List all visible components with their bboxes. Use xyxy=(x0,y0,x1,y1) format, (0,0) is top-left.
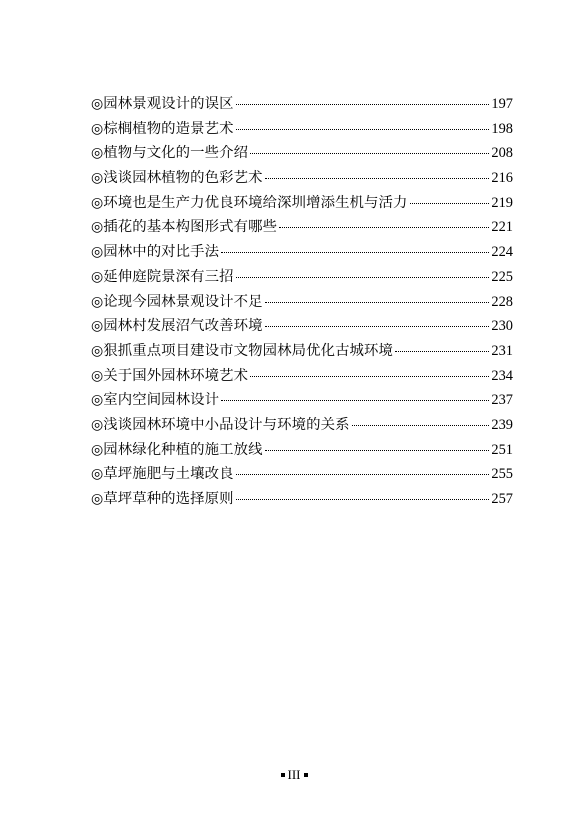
square-bullet-icon xyxy=(304,773,308,777)
dot-leader xyxy=(236,277,490,278)
toc-entry-title: 园林绿化种植的施工放线 xyxy=(103,441,263,458)
toc-entry-page: 197 xyxy=(491,96,513,112)
circle-bullet-icon: ◎ xyxy=(91,170,104,187)
toc-entry-page: 251 xyxy=(491,441,513,458)
toc-entry[interactable] xyxy=(91,339,513,364)
toc-entry-page: 216 xyxy=(491,170,513,187)
toc-entry-page: 234 xyxy=(491,367,513,384)
dot-leader xyxy=(279,227,489,228)
toc-entry[interactable] xyxy=(91,290,513,315)
toc-entry-page: 255 xyxy=(491,466,513,483)
toc-entry[interactable] xyxy=(91,413,513,438)
circle-bullet-icon: ◎ xyxy=(91,441,104,458)
toc-entry-page: 230 xyxy=(491,318,513,335)
dot-leader xyxy=(236,104,490,105)
toc-entry-title: 插花的基本构图形式有哪些 xyxy=(103,219,278,236)
dot-leader xyxy=(265,178,490,179)
dot-leader xyxy=(236,499,490,500)
circle-bullet-icon: ◎ xyxy=(91,318,104,335)
circle-bullet-icon: ◎ xyxy=(91,194,104,211)
toc-entry[interactable] xyxy=(91,166,513,191)
dot-leader xyxy=(236,474,490,475)
toc-entry-title: 园林景观设计的误区 xyxy=(103,96,234,112)
circle-bullet-icon: ◎ xyxy=(91,219,104,236)
toc-entry-title: 草坪草种的选择原则 xyxy=(103,491,234,507)
toc-entry-title: 环境也是生产力优良环境给深圳增添生机与活力 xyxy=(103,194,408,211)
dot-leader xyxy=(265,450,490,451)
toc-entry-page: 208 xyxy=(491,145,513,162)
toc-entry-title: 论现今园林景观设计不足 xyxy=(103,293,263,310)
toc-entry[interactable] xyxy=(91,240,513,265)
circle-bullet-icon: ◎ xyxy=(91,466,104,483)
toc-entry-title: 园林村发展沼气改善环境 xyxy=(103,318,263,335)
toc-entry-page: 225 xyxy=(491,268,513,285)
page-number: III xyxy=(287,767,301,782)
toc-entry-page: 228 xyxy=(491,293,513,310)
toc-entry-title: 室内空间园林设计 xyxy=(103,392,220,409)
dot-leader xyxy=(265,302,490,303)
toc-entry[interactable] xyxy=(91,462,513,487)
dot-leader xyxy=(265,326,490,327)
toc-entry-title: 浅谈园林植物的色彩艺术 xyxy=(103,170,263,187)
circle-bullet-icon: ◎ xyxy=(91,244,104,261)
circle-bullet-icon: ◎ xyxy=(91,293,104,310)
toc-entry[interactable] xyxy=(91,117,513,142)
toc-entry[interactable] xyxy=(91,141,513,166)
toc-entry-page: 237 xyxy=(491,392,513,409)
toc-entry[interactable] xyxy=(91,314,513,339)
dot-leader xyxy=(352,425,490,426)
toc-entry-page: 198 xyxy=(491,120,513,137)
toc-entry[interactable] xyxy=(91,364,513,389)
toc-entry-page: 219 xyxy=(491,194,513,211)
toc-entry[interactable] xyxy=(91,215,513,240)
circle-bullet-icon: ◎ xyxy=(91,342,104,359)
circle-bullet-icon: ◎ xyxy=(91,416,104,433)
toc-entry-title: 浅谈园林环境中小品设计与环境的关系 xyxy=(103,416,350,433)
dot-leader xyxy=(236,129,490,130)
toc-entry-page: 239 xyxy=(491,416,513,433)
toc-entry-title: 关于国外园林环境艺术 xyxy=(103,367,249,384)
toc-entry-page: 257 xyxy=(491,491,513,507)
toc-entry-title: 园林中的对比手法 xyxy=(103,244,220,261)
table-of-contents xyxy=(91,92,513,512)
toc-entry-title: 棕榈植物的造景艺术 xyxy=(103,120,234,137)
toc-entry[interactable] xyxy=(91,92,513,117)
circle-bullet-icon: ◎ xyxy=(91,491,104,507)
dot-leader xyxy=(250,153,489,154)
toc-entry-page: 231 xyxy=(491,342,513,359)
circle-bullet-icon: ◎ xyxy=(91,367,104,384)
dot-leader xyxy=(395,351,489,352)
toc-entry[interactable] xyxy=(91,487,513,512)
page-footer xyxy=(0,766,588,784)
circle-bullet-icon: ◎ xyxy=(91,96,104,112)
circle-bullet-icon: ◎ xyxy=(91,120,104,137)
dot-leader xyxy=(410,203,490,204)
toc-entry-title: 狠抓重点项目建设市文物园林局优化古城环境 xyxy=(103,342,394,359)
toc-entry-page: 224 xyxy=(491,244,513,261)
toc-entry[interactable] xyxy=(91,438,513,463)
dot-leader xyxy=(221,400,489,401)
toc-entry-title: 延伸庭院景深有三招 xyxy=(103,268,234,285)
toc-entry-page: 221 xyxy=(491,219,513,236)
circle-bullet-icon: ◎ xyxy=(91,145,104,162)
toc-entry[interactable] xyxy=(91,265,513,290)
square-bullet-icon xyxy=(281,773,285,777)
dot-leader xyxy=(250,376,489,377)
toc-entry-title: 草坪施肥与土壤改良 xyxy=(103,466,234,483)
toc-entry[interactable] xyxy=(91,388,513,413)
dot-leader xyxy=(221,252,489,253)
toc-entry-title: 植物与文化的一些介绍 xyxy=(103,145,249,162)
circle-bullet-icon: ◎ xyxy=(91,392,104,409)
circle-bullet-icon: ◎ xyxy=(91,268,104,285)
toc-entry[interactable] xyxy=(91,191,513,216)
